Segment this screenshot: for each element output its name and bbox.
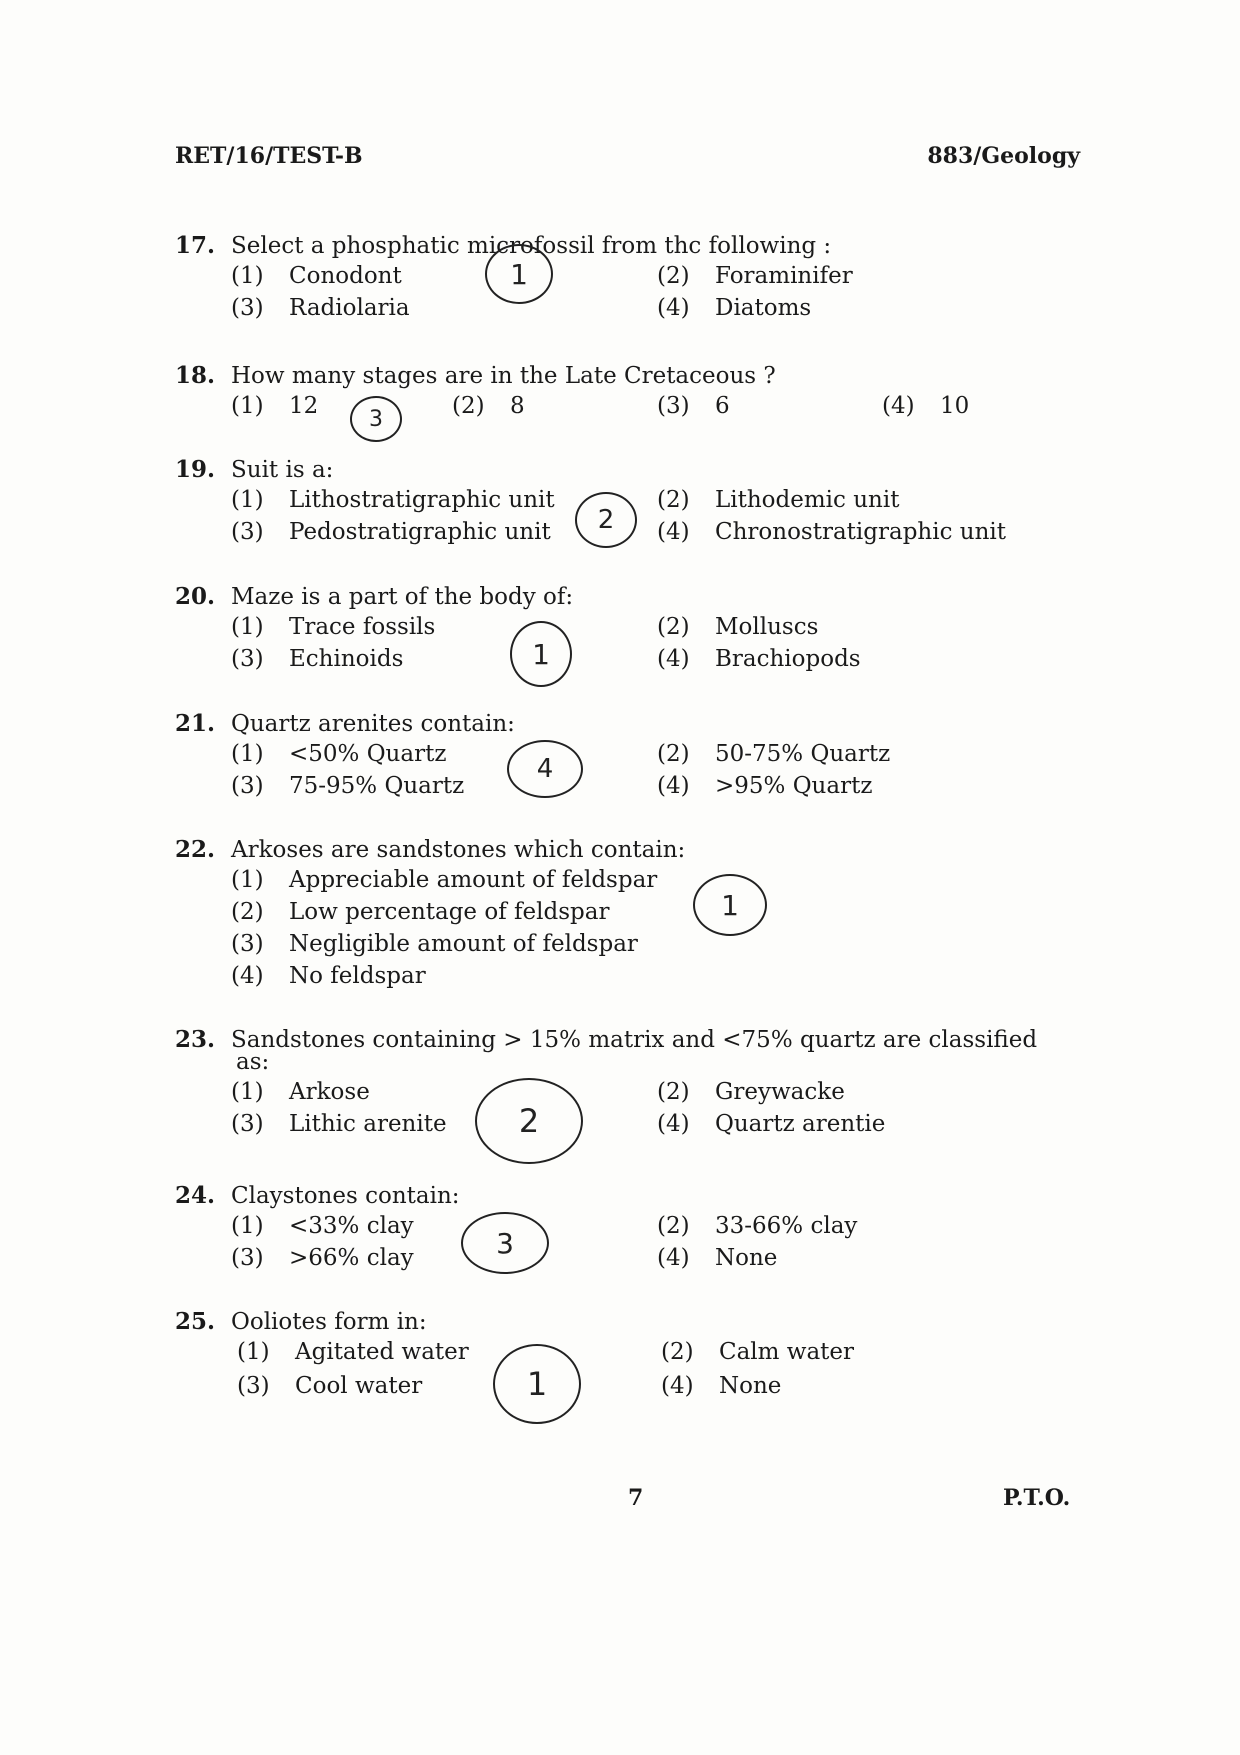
handwritten-answer-circle: 2 [575, 492, 637, 548]
question-text-continued: as: [236, 1049, 270, 1075]
question-text: Claystones contain: [231, 1183, 460, 1209]
question-22 [175, 836, 1095, 989]
option-2: (2) Foraminifer [657, 263, 853, 289]
question-text: Suit is a: [231, 457, 334, 483]
option-1: (1) Appreciable amount of feldspar [231, 867, 658, 893]
handwritten-answer-circle: 3 [350, 396, 402, 442]
test-code: RET/16/TEST-B [175, 143, 363, 169]
option-1: (1) Conodont [231, 263, 402, 289]
option-4: (4) >95% Quartz [657, 773, 873, 799]
handwritten-answer-circle: 4 [507, 740, 583, 798]
question-number: 25. [175, 1308, 216, 1335]
question-20 [175, 583, 1095, 672]
question-number: 21. [175, 710, 216, 737]
page-number: 7 [628, 1485, 644, 1511]
option-4: (4) Quartz arentie [657, 1111, 886, 1137]
option-2: (2) Low percentage of feldspar [231, 899, 610, 925]
question-text: Arkoses are sandstones which contain: [231, 837, 686, 863]
option-3: (3) Negligible amount of feldspar [231, 931, 638, 957]
question-19 [175, 456, 1095, 545]
question-21 [175, 710, 1095, 799]
question-text: Maze is a part of the body of: [231, 584, 574, 610]
question-23 [175, 1026, 1095, 1140]
question-number: 22. [175, 836, 216, 863]
option-3: (3) Pedostratigraphic unit [231, 519, 551, 545]
option-3: (3) 6 [657, 393, 730, 419]
question-number: 17. [175, 232, 216, 259]
question-text: Quartz arenites contain: [231, 711, 515, 737]
option-4: (4) None [657, 1245, 778, 1271]
option-1: (1) Lithostratigraphic unit [231, 487, 555, 513]
subject-code: 883/Geology [927, 143, 1080, 169]
handwritten-answer-circle: 1 [510, 621, 572, 687]
option-1: (1) <50% Quartz [231, 741, 447, 767]
option-2: (2) Calm water [661, 1339, 855, 1365]
option-4: (4) 10 [882, 393, 970, 419]
option-4: (4) Brachiopods [657, 646, 861, 672]
question-18 [175, 362, 1095, 432]
question-text: Select a phosphatic microfossil from thc following : [231, 233, 832, 259]
handwritten-answer-circle: 3 [461, 1212, 549, 1274]
option-3: (3) >66% clay [231, 1245, 414, 1271]
option-4: (4) Diatoms [657, 295, 812, 321]
option-3: (3) Lithic arenite [231, 1111, 447, 1137]
question-24 [175, 1182, 1095, 1271]
question-number: 23. [175, 1026, 216, 1053]
option-1: (1) Agitated water [237, 1339, 469, 1365]
question-number: 20. [175, 583, 216, 610]
handwritten-answer-circle: 1 [485, 244, 553, 304]
option-3: (3) 75-95% Quartz [231, 773, 465, 799]
handwritten-answer-circle: 2 [475, 1078, 583, 1164]
option-2: (2) Greywacke [657, 1079, 845, 1105]
option-4: (4) No feldspar [231, 963, 426, 989]
page-header [175, 143, 1080, 169]
handwritten-answer-circle: 1 [693, 874, 767, 936]
option-4: (4) None [661, 1373, 782, 1399]
option-3: (3) Echinoids [231, 646, 404, 672]
pto-label: P.T.O. [1003, 1485, 1071, 1511]
option-1: (1) <33% clay [231, 1213, 414, 1239]
question-25 [175, 1308, 1095, 1403]
option-3: (3) Cool water [237, 1373, 423, 1399]
question-text: Sandstones containing > 15% matrix and <75% quartz are classified [231, 1027, 1038, 1053]
option-2: (2) 8 [452, 393, 525, 419]
handwritten-answer-circle: 1 [493, 1344, 581, 1424]
question-number: 18. [175, 362, 216, 389]
option-4: (4) Chronostratigraphic unit [657, 519, 1007, 545]
option-2: (2) Lithodemic unit [657, 487, 900, 513]
option-1: (1) Arkose [231, 1079, 370, 1105]
option-2: (2) 33-66% clay [657, 1213, 858, 1239]
question-17 [175, 232, 1095, 321]
option-3: (3) Radiolaria [231, 295, 410, 321]
option-2: (2) 50-75% Quartz [657, 741, 891, 767]
question-text: How many stages are in the Late Cretaceous ? [231, 363, 776, 389]
question-number: 19. [175, 456, 216, 483]
question-number: 24. [175, 1182, 216, 1209]
option-2: (2) Molluscs [657, 614, 819, 640]
question-text: Ooliotes form in: [231, 1309, 427, 1335]
option-1: (1) 12 [231, 393, 319, 419]
option-1: (1) Trace fossils [231, 614, 436, 640]
